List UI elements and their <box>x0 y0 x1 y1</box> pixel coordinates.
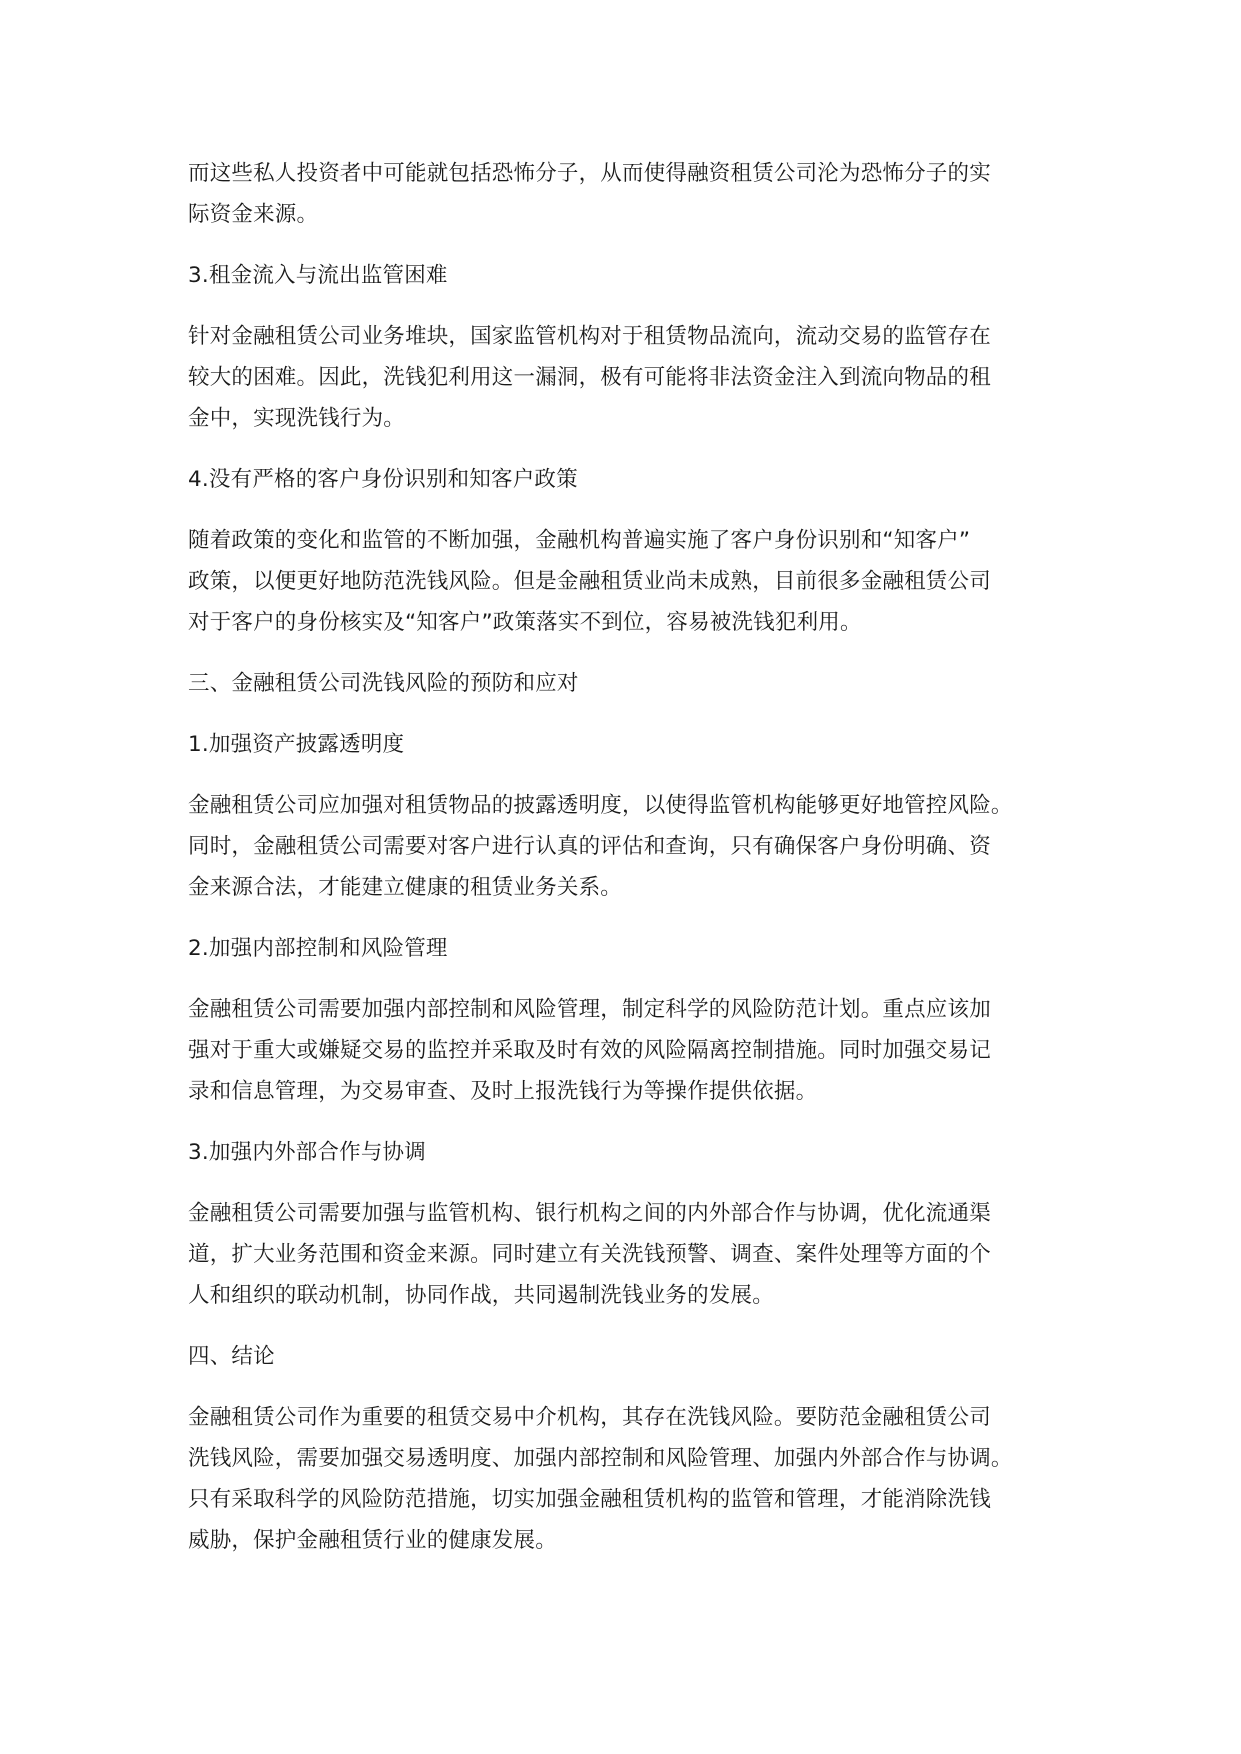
text-line: 较大的困难。因此，洗钱犯利用这一漏洞，极有可能将非法资金注入到流向物品的租 <box>188 365 991 390</box>
body-paragraph <box>188 520 1068 643</box>
section-heading <box>188 724 1068 765</box>
body-paragraph <box>188 785 1068 908</box>
text-line: 金融租赁公司应加强对租赁物品的披露透明度，以使得监管机构能够更好地管控风险。 <box>188 793 1013 818</box>
text-line: 2.加强内部控制和风险管理 <box>188 936 448 961</box>
text-line: 针对金融租赁公司业务堆块，国家监管机构对于租赁物品流向，流动交易的监管存在 <box>188 324 991 349</box>
body-paragraph <box>188 153 1068 235</box>
section-heading <box>188 663 1068 704</box>
text-line: 强对于重大或嫌疑交易的监控并采取及时有效的风险隔离控制措施。同时加强交易记 <box>188 1038 991 1063</box>
text-line: 威胁，保护金融租赁行业的健康发展。 <box>188 1528 557 1553</box>
text-line: 1.加强资产披露透明度 <box>188 732 405 757</box>
paragraph-gap <box>188 1173 1068 1193</box>
text-line: 三、金融租赁公司洗钱风险的预防和应对 <box>188 671 579 696</box>
text-line: 录和信息管理，为交易审查、及时上报洗钱行为等操作提供依据。 <box>188 1079 818 1104</box>
paragraph-gap <box>188 1377 1068 1397</box>
section-heading <box>188 459 1068 500</box>
text-line: 四、结论 <box>188 1344 275 1369</box>
text-line: 洗钱风险，需要加强交易透明度、加强内部控制和风险管理、加强内外部合作与协调。 <box>188 1446 1013 1471</box>
section-heading <box>188 1132 1068 1173</box>
paragraph-gap <box>188 704 1068 724</box>
paragraph-gap <box>188 1316 1068 1336</box>
text-line: 金来源合法，才能建立健康的租赁业务关系。 <box>188 875 623 900</box>
body-paragraph <box>188 1193 1068 1316</box>
text-line: 随着政策的变化和监管的不断加强，金融机构普遍实施了客户身份识别和“知客户” <box>188 528 971 553</box>
paragraph-gap <box>188 908 1068 928</box>
paragraph-gap <box>188 235 1068 255</box>
text-line: 政策，以便更好地防范洗钱风险。但是金融租赁业尚未成熟，目前很多金融租赁公司 <box>188 569 991 594</box>
section-heading <box>188 928 1068 969</box>
section-heading <box>188 255 1068 296</box>
section-heading <box>188 1336 1068 1377</box>
paragraph-gap <box>188 969 1068 989</box>
paragraph-gap <box>188 439 1068 459</box>
text-line: 只有采取科学的风险防范措施，切实加强金融租赁机构的监管和管理，才能消除洗钱 <box>188 1487 991 1512</box>
text-line: 4.没有严格的客户身份识别和知客户政策 <box>188 467 578 492</box>
text-line: 金中，实现洗钱行为。 <box>188 406 406 431</box>
text-line: 3.租金流入与流出监管困难 <box>188 263 448 288</box>
text-line: 金融租赁公司作为重要的租赁交易中介机构，其存在洗钱风险。要防范金融租赁公司 <box>188 1405 991 1430</box>
text-line: 3.加强内外部合作与协调 <box>188 1140 426 1165</box>
paragraph-gap <box>188 643 1068 663</box>
text-line: 而这些私人投资者中可能就包括恐怖分子，从而使得融资租赁公司沦为恐怖分子的实 <box>188 161 991 186</box>
text-line: 对于客户的身份核实及“知客户”政策落实不到位，容易被洗钱犯利用。 <box>188 610 862 635</box>
paragraph-gap <box>188 1112 1068 1132</box>
text-line: 人和组织的联动机制，协同作战，共同遏制洗钱业务的发展。 <box>188 1283 774 1308</box>
body-paragraph <box>188 1397 1068 1561</box>
text-line: 道，扩大业务范围和资金来源。同时建立有关洗钱预警、调查、案件处理等方面的个 <box>188 1242 991 1267</box>
document-body <box>188 153 1068 1561</box>
body-paragraph <box>188 989 1068 1112</box>
body-paragraph <box>188 316 1068 439</box>
text-line: 同时，金融租赁公司需要对客户进行认真的评估和查询，只有确保客户身份明确、资 <box>188 834 991 859</box>
paragraph-gap <box>188 500 1068 520</box>
text-line: 金融租赁公司需要加强与监管机构、银行机构之间的内外部合作与协调，优化流通渠 <box>188 1201 991 1226</box>
text-line: 际资金来源。 <box>188 202 319 227</box>
paragraph-gap <box>188 765 1068 785</box>
paragraph-gap <box>188 296 1068 316</box>
text-line: 金融租赁公司需要加强内部控制和风险管理，制定科学的风险防范计划。重点应该加 <box>188 997 991 1022</box>
